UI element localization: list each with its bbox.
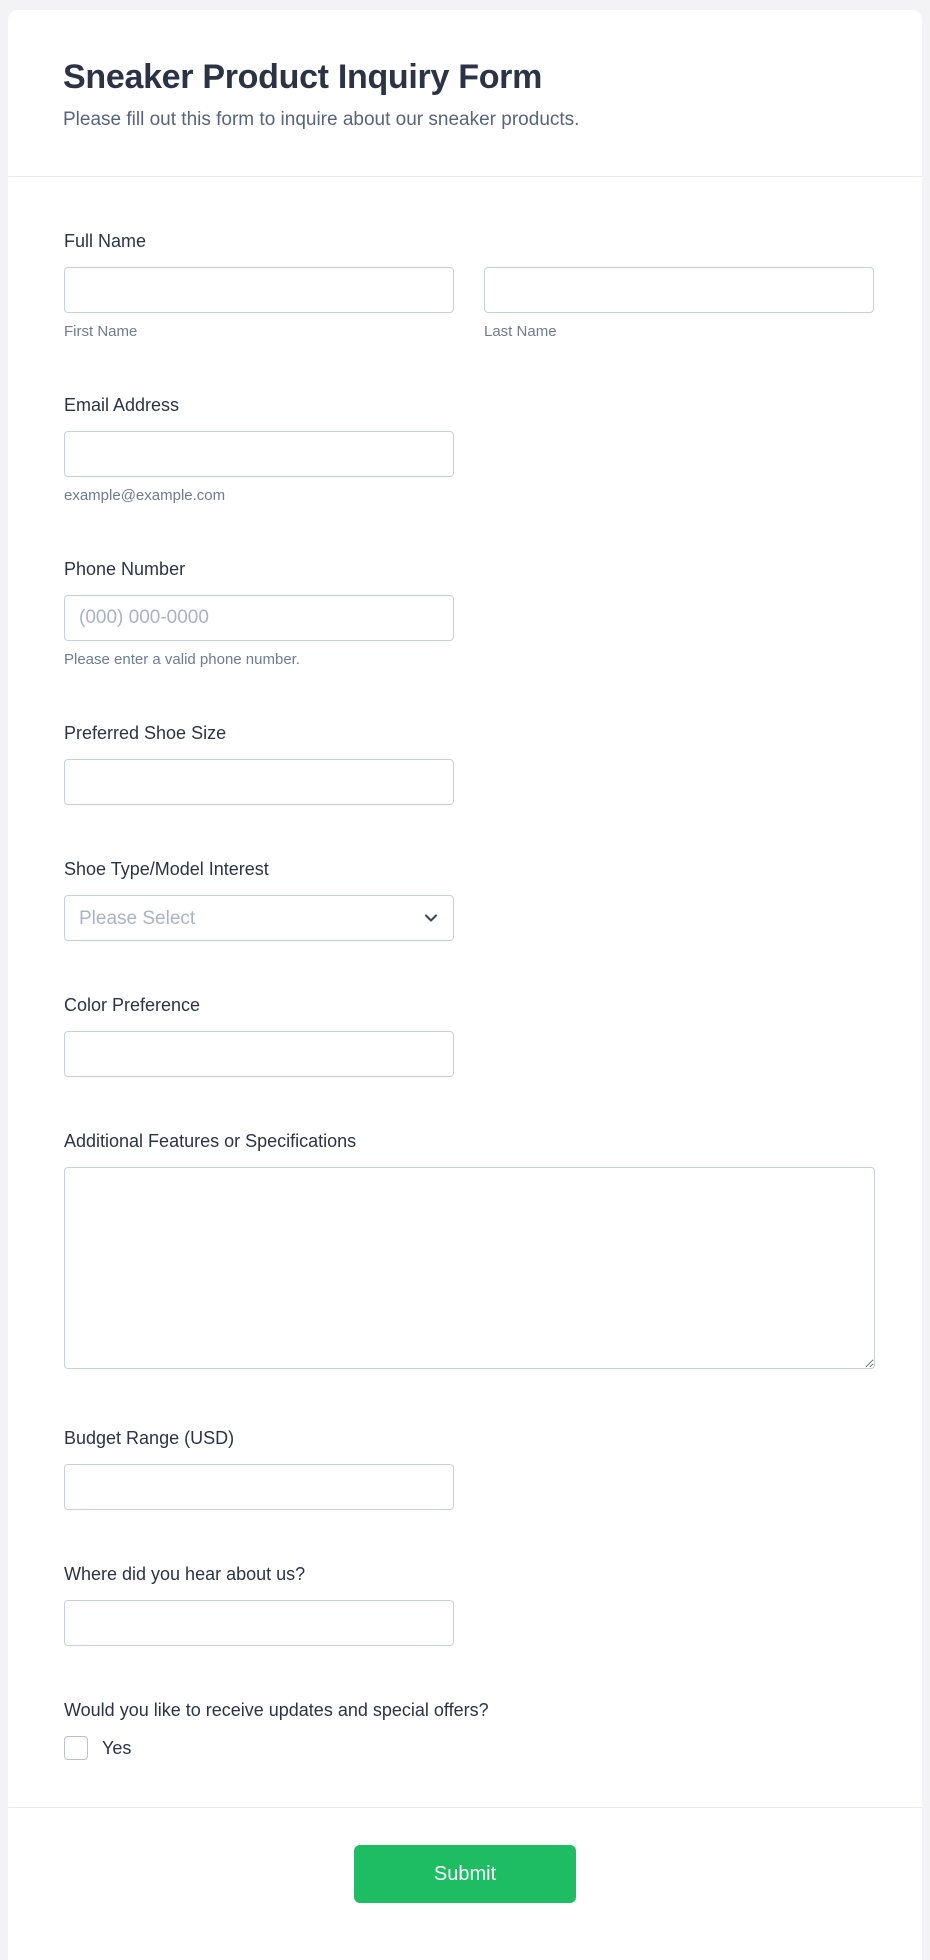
last-name-input[interactable] xyxy=(484,267,874,313)
header-divider xyxy=(8,176,922,177)
question-color-preference xyxy=(64,993,875,1077)
phone-sublabel: Please enter a valid phone number. xyxy=(64,651,300,668)
referral-label: Where did you hear about us? xyxy=(64,1564,306,1584)
full-name-row xyxy=(64,267,875,341)
first-name-sublabel: First Name xyxy=(64,323,138,340)
question-shoe-type xyxy=(64,857,875,941)
form-title: Sneaker Product Inquiry Form xyxy=(63,58,543,96)
question-email xyxy=(64,393,875,505)
first-name-col xyxy=(64,267,454,341)
shoe-size-label: Preferred Shoe Size xyxy=(64,723,227,743)
form-header xyxy=(8,10,922,132)
submit-row xyxy=(8,1845,922,1903)
features-label: Additional Features or Specifications xyxy=(64,1131,357,1151)
shoe-type-label: Shoe Type/Model Interest xyxy=(64,859,269,879)
updates-yes-checkbox[interactable] xyxy=(64,1736,88,1760)
question-phone xyxy=(64,557,875,669)
question-budget xyxy=(64,1426,875,1510)
question-full-name xyxy=(64,229,875,341)
form-subtitle: Please fill out this form to inquire about our sneaker products. xyxy=(63,109,580,130)
first-name-input[interactable] xyxy=(64,267,454,313)
question-features xyxy=(64,1129,875,1374)
referral-input[interactable] xyxy=(64,1600,454,1646)
color-preference-input[interactable] xyxy=(64,1031,454,1077)
email-label: Email Address xyxy=(64,395,180,415)
phone-input[interactable] xyxy=(64,595,454,641)
question-updates xyxy=(64,1698,875,1760)
footer-divider xyxy=(8,1807,922,1808)
full-name-label: Full Name xyxy=(64,231,147,251)
question-referral xyxy=(64,1562,875,1646)
email-input[interactable] xyxy=(64,431,454,477)
email-sublabel: example@example.com xyxy=(64,487,226,504)
updates-label: Would you like to receive updates and special offers? xyxy=(64,1700,489,1720)
updates-option-row xyxy=(64,1736,875,1760)
submit-button[interactable]: Submit xyxy=(354,1845,576,1903)
question-shoe-size xyxy=(64,721,875,805)
shoe-type-select[interactable] xyxy=(64,895,454,941)
budget-input[interactable] xyxy=(64,1464,454,1510)
phone-label: Phone Number xyxy=(64,559,186,579)
form-body xyxy=(8,229,922,1760)
form-card xyxy=(8,10,922,1960)
last-name-sublabel: Last Name xyxy=(484,323,557,340)
features-textarea[interactable] xyxy=(64,1167,875,1369)
updates-yes-label: Yes xyxy=(102,1737,132,1758)
budget-label: Budget Range (USD) xyxy=(64,1428,235,1448)
shoe-size-input[interactable] xyxy=(64,759,454,805)
last-name-col xyxy=(484,267,874,341)
color-preference-label: Color Preference xyxy=(64,995,201,1015)
shoe-type-select-wrap xyxy=(64,895,454,941)
